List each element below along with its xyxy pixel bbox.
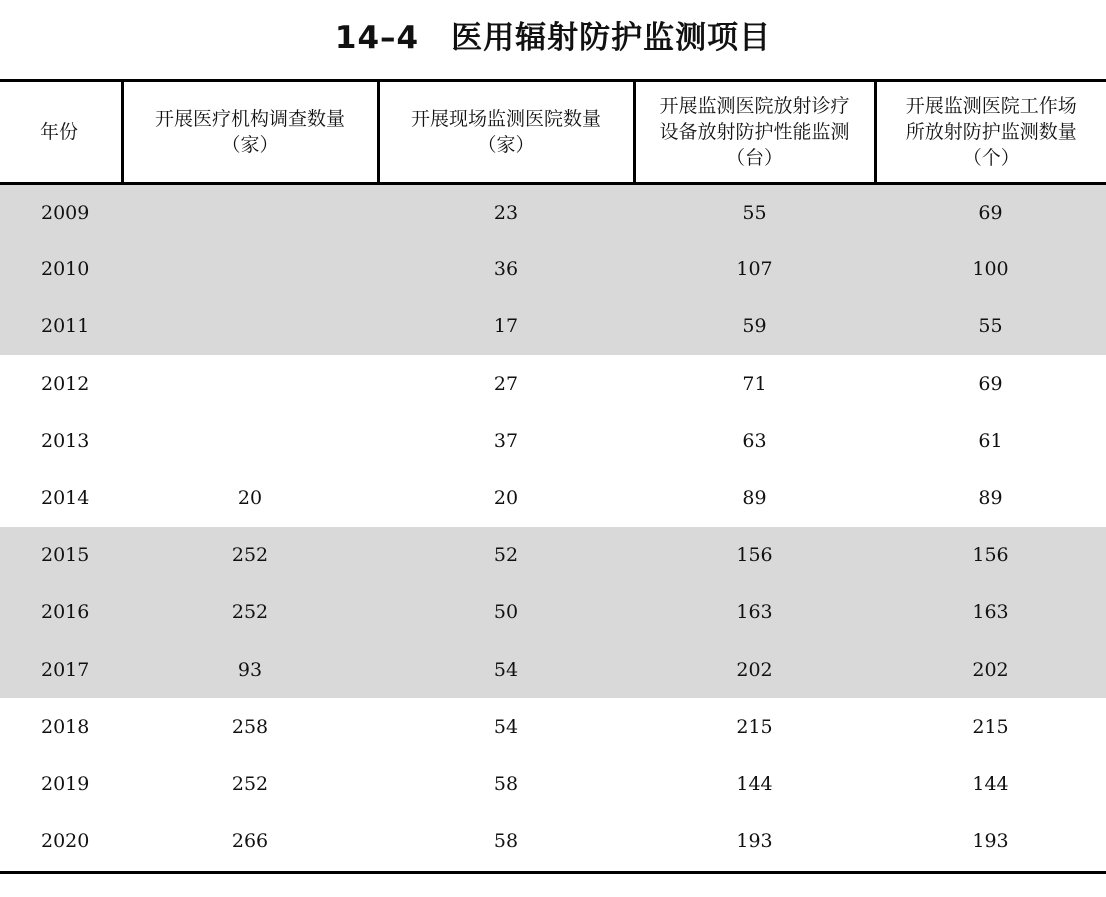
cell-workplace-count: 202 (972, 658, 1009, 681)
cell-onsite-count: 17 (493, 315, 519, 338)
cell-onsite-count: 20 (493, 487, 519, 510)
cell-equipment-count: 89 (742, 487, 767, 510)
cell-equipment-count: 193 (736, 830, 773, 853)
cell-equipment-count: 55 (742, 201, 767, 224)
cell-survey-count (122, 184, 378, 241)
cell-survey-count: 266 (231, 830, 269, 853)
cell-equipment-count: 156 (736, 544, 773, 567)
cell-onsite-count: 27 (493, 372, 519, 395)
cell-survey-count (122, 412, 378, 469)
cell-year: 2016 (41, 601, 90, 624)
cell-workplace-count: 61 (978, 429, 1003, 452)
cell-onsite-count: 50 (493, 601, 519, 624)
table-row (0, 698, 1106, 755)
cell-equipment-count: 163 (736, 601, 773, 624)
header-line: 开展监测医院放射诊疗 (659, 95, 850, 117)
cell-workplace-count: 193 (972, 830, 1009, 853)
cell-workplace-count: 69 (978, 372, 1003, 395)
header-line: 所放射防护监测数量 (905, 121, 1077, 143)
cell-workplace-count: 55 (978, 315, 1003, 338)
cell-survey-count (122, 298, 378, 355)
cell-onsite-count: 37 (493, 429, 519, 452)
cell-workplace-count: 69 (978, 201, 1003, 224)
cell-survey-count: 252 (231, 544, 269, 567)
cell-workplace-count: 89 (978, 487, 1003, 510)
header-unit: （台） (725, 147, 783, 169)
table-body (0, 184, 1106, 870)
table-row (0, 355, 1106, 412)
cell-year: 2011 (41, 315, 90, 338)
table-header (0, 81, 1106, 184)
cell-survey-count: 252 (231, 772, 269, 795)
cell-equipment-count: 215 (736, 715, 773, 738)
cell-onsite-count: 52 (493, 544, 519, 567)
header-unit: （个） (962, 147, 1020, 169)
table-row (0, 813, 1106, 870)
cell-year: 2015 (41, 544, 90, 567)
cell-year: 2013 (41, 429, 90, 452)
header-unit: （家） (221, 134, 279, 156)
cell-onsite-count: 23 (493, 201, 519, 224)
cell-onsite-count: 54 (493, 658, 519, 681)
header-onsite-count (378, 81, 634, 184)
header-year (0, 81, 122, 184)
header-line: 年份 (40, 121, 79, 143)
table-row (0, 527, 1106, 584)
cell-survey-count: 252 (231, 601, 269, 624)
table-row (0, 241, 1106, 298)
cell-survey-count: 20 (237, 487, 263, 510)
cell-equipment-count: 202 (736, 658, 773, 681)
cell-survey-count (122, 241, 378, 298)
bottom-rule (0, 871, 1106, 874)
cell-survey-count: 258 (231, 715, 269, 738)
cell-onsite-count: 58 (493, 830, 519, 853)
table-row (0, 469, 1106, 526)
cell-onsite-count: 54 (493, 715, 519, 738)
header-survey-count (122, 81, 378, 184)
cell-equipment-count: 71 (742, 372, 767, 395)
header-unit: （家） (477, 134, 535, 156)
header-line: 开展现场监测医院数量 (410, 108, 601, 130)
radiation-monitoring-table (0, 79, 1106, 870)
cell-year: 2020 (41, 830, 90, 853)
cell-workplace-count: 215 (972, 715, 1009, 738)
cell-equipment-count: 107 (736, 258, 773, 281)
header-workplace-count (875, 81, 1106, 184)
cell-survey-count (122, 355, 378, 412)
cell-onsite-count: 58 (493, 772, 519, 795)
header-row (0, 81, 1106, 184)
cell-year: 2014 (41, 487, 90, 510)
cell-year: 2010 (41, 258, 90, 281)
cell-year: 2017 (41, 658, 90, 681)
header-line: 开展医疗机构调查数量 (154, 108, 345, 130)
cell-workplace-count: 163 (972, 601, 1009, 624)
table-row (0, 641, 1106, 698)
cell-year: 2018 (41, 715, 90, 738)
cell-workplace-count: 100 (972, 258, 1009, 281)
cell-survey-count: 93 (237, 658, 263, 681)
page-title: 14–4 医用辐射防护监测项目 (334, 20, 772, 56)
cell-equipment-count: 59 (742, 315, 767, 338)
cell-workplace-count: 156 (972, 544, 1009, 567)
table-row (0, 184, 1106, 241)
table-row (0, 755, 1106, 812)
cell-workplace-count: 144 (972, 772, 1009, 795)
header-line: 开展监测医院工作场 (905, 95, 1077, 117)
table-row (0, 584, 1106, 641)
cell-year: 2012 (41, 372, 90, 395)
cell-onsite-count: 36 (493, 258, 519, 281)
cell-year: 2019 (41, 772, 90, 795)
cell-equipment-count: 63 (742, 429, 767, 452)
cell-year: 2009 (41, 201, 90, 224)
header-equipment-count (634, 81, 875, 184)
table-row (0, 298, 1106, 355)
table-row (0, 412, 1106, 469)
cell-equipment-count: 144 (736, 772, 773, 795)
header-line: 设备放射防护性能监测 (659, 121, 850, 143)
